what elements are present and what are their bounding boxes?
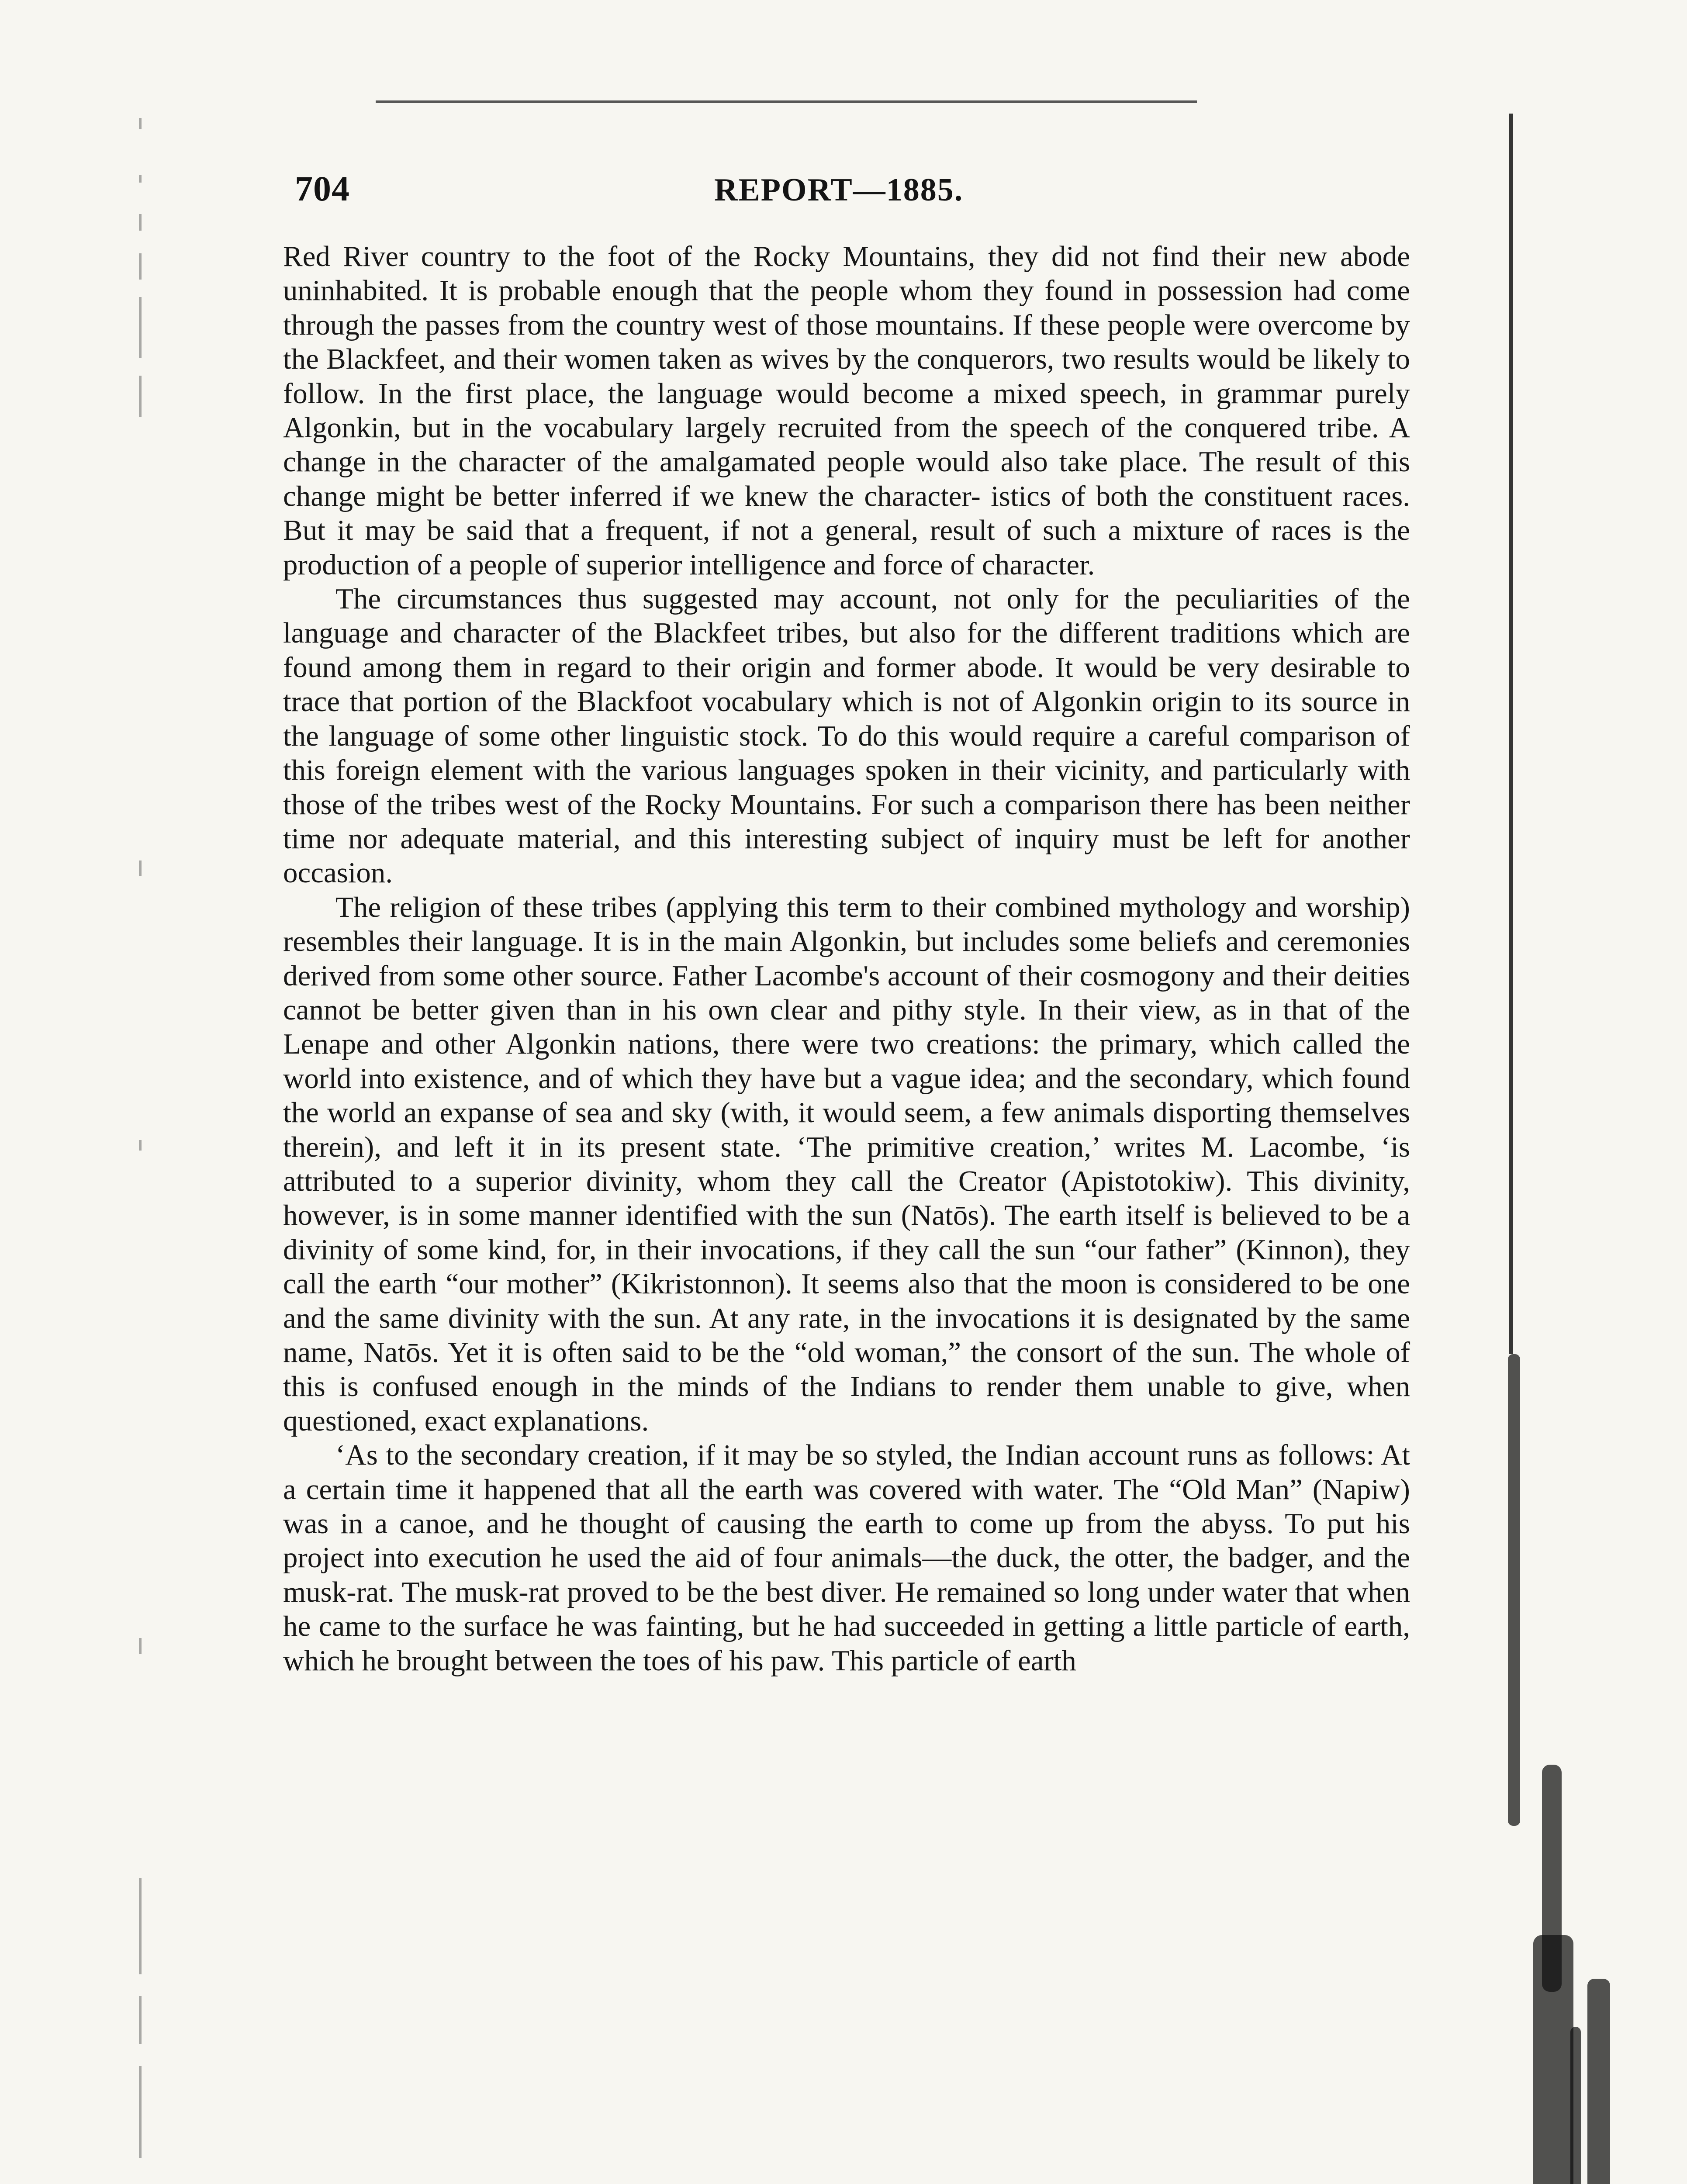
text-line: thought of causing the earth to come up from the abyss. To put his: [579, 1507, 1410, 1540]
running-head: [295, 168, 1415, 221]
text-line: The religion of these tribes (applying this term to their combined: [335, 891, 1110, 923]
text-line: which he brought between the toes of his paw. This particle of earth: [283, 1644, 1076, 1677]
text-line: ‘The primitive creation,’ writes M. Lacombe, ‘is attributed to a superior: [283, 1130, 1410, 1197]
text-line: other source. Father Lacombe's account of their cosmogony and their: [512, 959, 1326, 992]
text-line: The circumstances thus suggested may account, not only for the: [335, 583, 1160, 615]
binding-mark: [1587, 1979, 1610, 2184]
text-line: their view, as in that of the Lenape and other Algonkin nations, there: [283, 993, 1410, 1061]
binding-mark: [1533, 1935, 1573, 2184]
binding-mark: [1508, 1354, 1520, 1826]
text-line: and of which they have but a vague idea; and the secondary, which: [538, 1062, 1334, 1095]
text-line: the minds of the Indians to render them unable to give, when questioned,: [283, 1370, 1410, 1437]
text-line: source in the language of some other linguistic stock. To do this would: [283, 685, 1410, 752]
text-line: languages spoken in their vicinity, and particularly with those of the: [283, 754, 1410, 821]
page-number: 704: [295, 169, 350, 208]
text-line: Red River country to the foot of the Rocky Mountains, they did not find: [283, 240, 1200, 273]
text-line: was fainting, but he had succeeded in getting a little particle of earth,: [592, 1610, 1410, 1643]
text-line: were two creations: the primary, which called the world into existence,: [283, 1028, 1410, 1095]
text-line: been neither time nor adequate material, and this interesting subject of: [283, 788, 1410, 855]
text-line: a mixed speech, in grammar purely Algonkin, but in the vocabulary: [283, 377, 1410, 444]
text-line: require a careful comparison of this foreign element with the various: [283, 719, 1410, 787]
text-line: Blackfeet, and their women taken as wives by the conquerors, two results: [326, 343, 1190, 376]
text-line: is in some manner identified with the sun (Natōs). The earth itself is: [398, 1199, 1213, 1232]
text-line: the badger, and the musk-rat. The musk-rat proved to be the best diver.: [283, 1541, 1410, 1608]
text-line: call the sun “our father” (Kinnon), they call the earth “our mother”: [283, 1233, 1410, 1300]
text-line: believed to be a divinity of some kind, for, in their invocations, if they: [283, 1199, 1410, 1266]
text-line: istics of both the constituent races. But it may be said that a frequent,: [283, 480, 1410, 547]
body-text: [283, 239, 1410, 1678]
text-line: deities cannot be better given than in his own clear and pithy style. In: [283, 959, 1410, 1026]
text-line: found the world an expanse of sea and sky (with, it would seem, a few: [283, 1062, 1410, 1129]
text-line: largely recruited from the speech of the conquered tribe. A change in: [283, 411, 1410, 478]
binding-mark: [1570, 2027, 1581, 2184]
paragraph-1: [283, 239, 1410, 582]
left-scan-gutter: [131, 109, 166, 2162]
text-line: mythology and worship) resembles their language. It is in the main: [283, 891, 1410, 958]
text-line: peculiarities of the language and character of the Blackfeet tribes, but: [283, 583, 1410, 650]
text-line: was covered with water. The “Old Man” (Napiw) was in a canoe, and he: [283, 1473, 1410, 1540]
text-line: the character of the amalgamated people would also take place. The: [411, 446, 1245, 478]
text-line: exact explanations.: [424, 1404, 649, 1437]
text-line: divinity, whom they call the Creator (Apistotokiw). This divinity, however,: [283, 1165, 1410, 1232]
text-line: their origin and former abode. It would be very desirable to trace that: [283, 651, 1410, 718]
text-line: the same divinity with the sun. At any rate, in the invocations it is: [334, 1302, 1124, 1334]
text-line: woman,” the consort of the sun. The whole of this is confused enough in: [283, 1336, 1410, 1403]
text-line: result of this change might be better inferred if we knew the character-: [283, 446, 1410, 512]
text-line: people of superior intelligence and force of character.: [469, 548, 1095, 581]
text-line: also for the different traditions which are found among them in regard to: [283, 617, 1410, 684]
top-rule: [376, 100, 1197, 103]
text-line: country west of those mountains. If these people were overcome by the: [283, 308, 1410, 376]
text-line: designated by the same name, Natōs. Yet it is often said to be the “old: [283, 1302, 1410, 1368]
text-line: (Kikristonnon). It seems also that the moon is considered to be one and: [283, 1268, 1410, 1334]
text-line: their new abode uninhabited. It is probable enough that the people: [283, 240, 1410, 307]
text-line: account runs as follows: At a certain time it happened that all the earth: [283, 1439, 1410, 1506]
report-title: REPORT—1885.: [714, 172, 964, 208]
paragraph-3: [283, 890, 1410, 1438]
text-line: would be likely to follow. In the first place, the language would become: [283, 343, 1410, 410]
paragraph-2: [283, 582, 1410, 890]
text-line: whom they found in possession had come through the passes from the: [283, 274, 1410, 341]
text-line: tribes west of the Rocky Mountains. For such a comparison there has: [431, 788, 1256, 821]
text-line: He remained so long under water that when he came to the surface he: [283, 1576, 1410, 1643]
text-line: ‘As to the secondary creation, if it may be so styled, the Indian: [335, 1439, 1080, 1472]
text-line: if not a general, result of such a mixture of races is the production of a: [283, 514, 1410, 581]
text-line: inquiry must be left for another occasion.: [283, 822, 1410, 889]
text-line: project into execution he used the aid of four animals—the duck, the otter,: [283, 1541, 1175, 1574]
binding-shadow: [1509, 114, 1513, 1354]
text-line: Algonkin, but includes some beliefs and ceremonies derived from some: [283, 925, 1410, 992]
paragraph-4: [283, 1438, 1410, 1678]
text-line: portion of the Blackfoot vocabulary which is not of Algonkin origin to its: [403, 685, 1292, 718]
facing-page-edge: [1472, 96, 1677, 2184]
text-line: animals disporting themselves therein), and left it in its present state.: [283, 1096, 1410, 1163]
